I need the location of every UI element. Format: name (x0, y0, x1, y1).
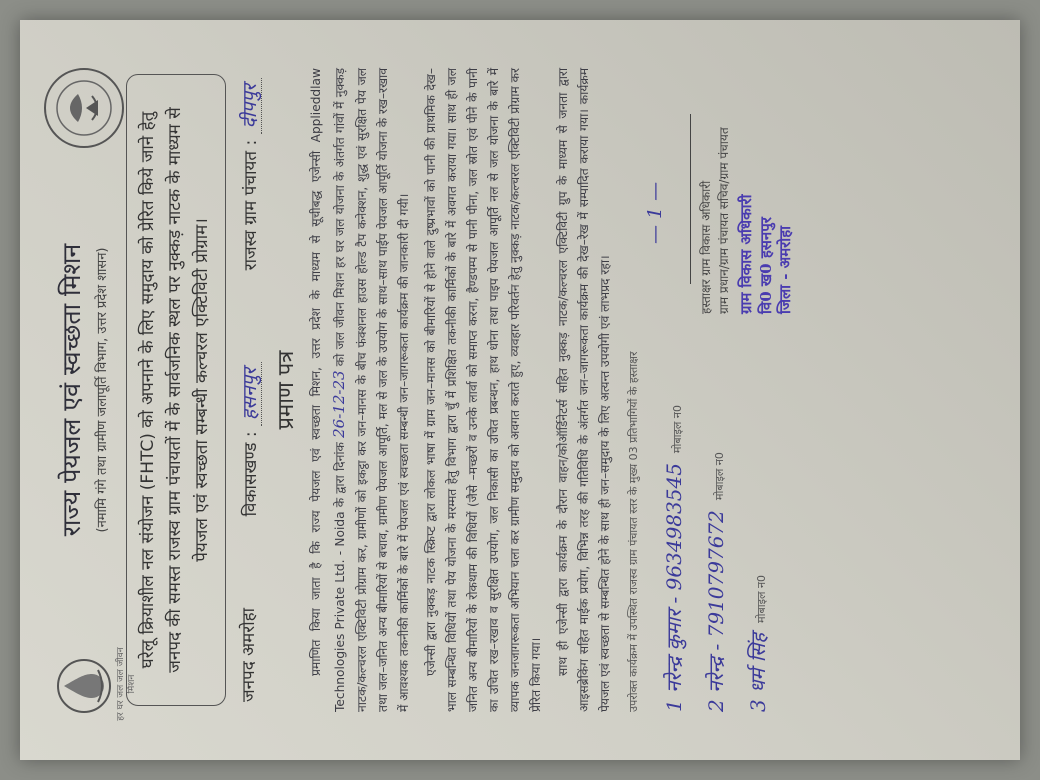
paragraph-2: एजेन्सी द्वारा नुक्कड़ नाटक स्क्रिप्ट द्वारा लोकल भाषा में ग्राम जन–मानस को बीमारियों से होने वाले दुष्प्रभावों को पानी की प्राथमिक देख–भाल सम्बन्धित विधियों तथा पेय योजना के मरम्मत हेतु विभाग द्वारा चुँ में प्रशिक्षित तकनीकी कार्मिकों के बारे में अवगत कराया गया। साथ ही जल जनित अन्य बीमारियों के रोकथाम की विधियों (जैसे –मच्छरों व उनके लार्वा को समाप्त करना, हैण्डपम्प से पानी पीना, जल स्रोत एवं पीने के पानी का उचित रख–रखाव व सुरक्षित उपयोग, जल निकासी का उचित प्रबन्धन, हाथ धोना तथा पाइप पेयजल आपूर्ति नल से जल योजना के बारे में व्यापक जनजागरूकता अभियान चला कर ग्रामीण समुदाय को अवगत कराते हुए, व्यवहार परिवर्तन हेतु नुक्कड़ नाटक/कल्चरल एक्टिविटी प्रोग्राम कर प्रेरित किया गया। (424, 68, 544, 712)
panchayat-handwritten-value: दीपपुर (239, 78, 262, 134)
page-title: राज्य पेयजल एवं स्वच्छता मिशन (57, 243, 86, 537)
participant-2: 2 नरेन्द्र - 7910797672मोबाइल न0 (704, 452, 729, 712)
paragraph-1: प्रमाणित किया जाता है कि राज्य पेयजल एवं स्वच्छता मिशन, उत्तर प्रदेश के माध्यम से सूचीबद्ध एजेन्सी Applieddlaw Technologies Private Ltd. - Noida के द्वारा दिनांक 26-12-23 को जल जीवन मिशन हर घर जल योजना के अंतर्गत गांवों में नुक्कड़ नाटक/कल्चरल एक्टिविटी प्रोग्राम कर, ग्रामीणों को इकट्ठा कर जन–मानस के बीच फंक्शनल हाउस होल्ड टैप कनेक्शन, शुद्ध एवं सुरक्षित पेय जल तथा जल–जनित अन्य बीमारियों से बचाव, ग्रामीण पेयजल आपूर्ति, मल से जल के उपयोग के साथ–साथ पाईप पेयजल आपूर्ति योजना के रख–रखाव में आवश्यक तकनीकी कार्मिकों के बारे में पेयजल एवं स्वच्छता सम्बन्धी जन–जागरूकता कार्यक्रम की जानकारी दी गयी। (308, 67, 412, 712)
signature-line (690, 114, 691, 284)
participant-3: 3 धर्म सिंहमोबाइल न0 (746, 574, 771, 712)
district-field: जनपद अमरोहा (238, 607, 259, 702)
panchayat-field: राजस्व ग्राम पंचायत : दीपपुर (236, 78, 262, 270)
certificate-title: प्रमाण पत्र (273, 350, 299, 430)
official-stamp: ग्राम विकास अधिकारी वि0 ख0 हसनपुर जिला - अमरोहा (737, 194, 795, 314)
signature-caption: हस्ताक्षर ग्राम विकास अधिकारी (699, 180, 714, 314)
up-government-seal-icon (42, 66, 126, 150)
block-handwritten-value: हसनपुर (239, 362, 262, 426)
participants-note: उपरोक्त कार्यक्रम में उपस्थित राजस्व ग्राम पंचायत स्तर के मुख्य 03 प्रतिभागियों के हस्ताक्षर (627, 351, 641, 712)
signature-section (626, 64, 836, 716)
signature-mark: — 1 — (644, 181, 667, 244)
left-logo-caption: हर घर जल जल जीवन मिशन (116, 647, 137, 721)
page-subtitle: (नमामि गंगे तथा ग्रामीण जलापूर्ति विभाग, उत्तर प्रदेश शासन) (95, 247, 110, 533)
signature-caption-2: ग्राम प्रधान/ग्राम पंचायत सचिव/ग्राम पंचायत (717, 127, 732, 314)
certificate-paper (20, 20, 1020, 760)
event-date-handwritten: 26-12-23 (329, 370, 348, 438)
participant-1: 1 नरेन्द्र कुमार - 9634983545मोबाइल न0 (662, 405, 687, 712)
block-field: विकासखण्ड : हसनपुर (236, 362, 262, 516)
meta-row (236, 78, 262, 702)
jal-jeevan-mission-logo-icon (54, 656, 114, 716)
official-signature-block (644, 84, 796, 314)
intro-box: घरेलू क्रियाशील नल संयोजन (FHTC) को अपनाने के लिए समुदाय को प्रेरित किये जाने हेतु जनपद की समस्त राजस्व ग्राम पंचायतों में के सार्वजनिक स्थल पर नुक्कड़ नाटक के माध्यम से पेयजल एवं स्वच्छता सम्बन्धी कल्चरल एक्टिविटी प्रोग्राम। (126, 74, 226, 706)
paragraph-3: साथ ही एजेन्सी द्वारा कार्यक्रम के दौरान वाहन/कोऑर्डिनेटर्स सहित नुक्कड़ नाटक/कल्चरल एक्टिविटी ग्रुप के माध्यम से जनता द्वारा आइसब्रेकिंग सहित माईक प्रयोग, विभिन्न तरह की गतिविधि के अंतर्गत जन–जागरूकता कार्यक्रम की देख–रेख में सम्पादित कराया गया। कार्यक्रम पेयजल एवं स्वच्छता से सम्बन्धित होने के साथ ही जन–समुदाय के लिए अत्यन्त उपयोगी एवं लाभप्रद रहा। (556, 68, 613, 712)
